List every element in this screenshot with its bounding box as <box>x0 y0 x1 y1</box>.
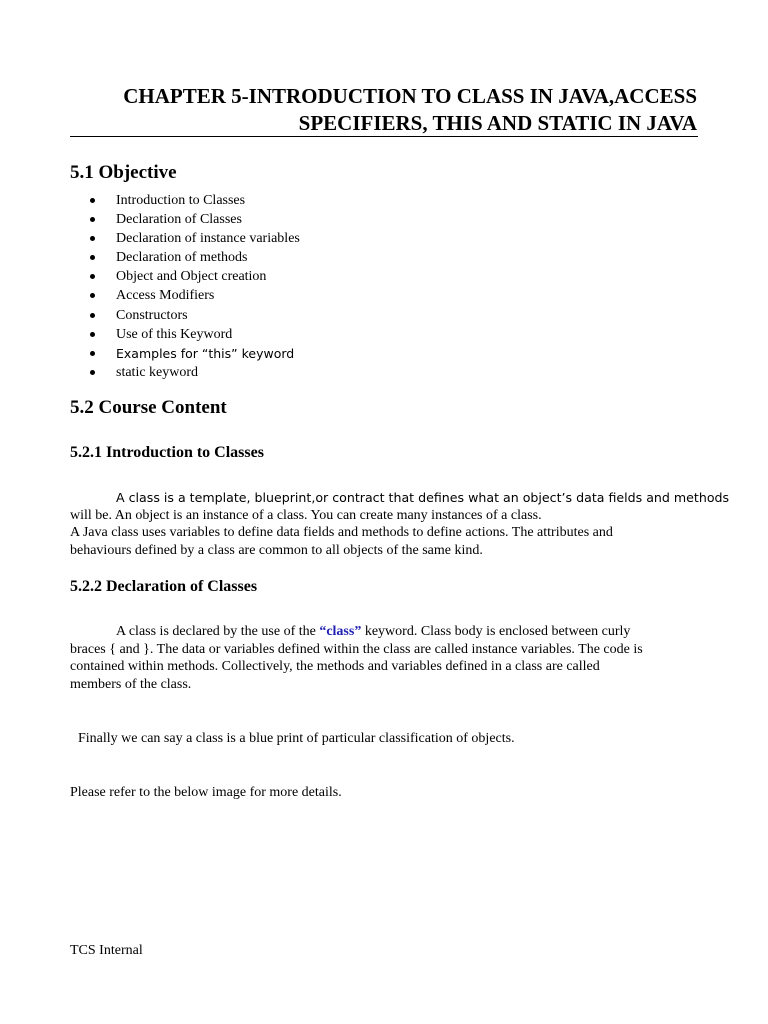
bullet-icon <box>90 293 95 298</box>
paragraph-line: members of the class. <box>70 676 192 692</box>
page-footer: TCS Internal <box>70 943 143 958</box>
bullet-icon <box>90 274 95 279</box>
bullet-icon <box>90 313 95 318</box>
subsection-heading-declaration: 5.2.2 Declaration of Classes <box>70 578 258 595</box>
section-heading-course-content: 5.2 Course Content <box>70 397 227 418</box>
list-item-text: Access Modifiers <box>116 288 215 304</box>
list-item-text: Declaration of Classes <box>116 212 242 228</box>
bullet-icon <box>90 332 95 337</box>
paragraph-line: Please refer to the below image for more details. <box>70 785 342 800</box>
paragraph-refer <box>70 784 700 802</box>
chapter-title-line-2: SPECIFIERS, THIS AND STATIC IN JAVA <box>298 111 697 135</box>
list-item-text: Object and Object creation <box>116 269 267 285</box>
paragraph-line <box>70 623 700 641</box>
list-item-text: static keyword <box>116 364 199 380</box>
paragraph-introduction <box>70 489 730 559</box>
bullet-icon <box>90 236 95 241</box>
paragraph-line: Finally we can say a class is a blue print of particular classification of objects. <box>78 731 515 746</box>
text-fragment: A class is declared by the use of the <box>116 624 320 639</box>
list-item <box>70 306 300 325</box>
paragraph-line: braces { and }. The data or variables defined within the class are called instance variables. The code is <box>70 641 643 657</box>
list-item <box>70 286 300 305</box>
list-item-text: Declaration of instance variables <box>116 231 300 247</box>
paragraph-line: A class is a template, blueprint,or contract that defines what an object’s data fields and methods <box>116 490 730 505</box>
list-item-text: Constructors <box>116 307 188 323</box>
chapter-title-line-1: CHAPTER 5-INTRODUCTION TO CLASS IN JAVA,ACCESS <box>123 84 697 108</box>
paragraph-declaration <box>70 623 700 693</box>
bullet-icon <box>90 217 95 222</box>
title-divider <box>70 136 698 137</box>
list-item <box>70 210 300 229</box>
list-item-text: Introduction to Classes <box>116 193 246 208</box>
list-item-text: Examples for “this” keyword <box>116 345 295 361</box>
bullet-icon <box>90 255 95 260</box>
paragraph-line: behaviours defined by a class are common to all objects of the same kind. <box>70 542 483 558</box>
chapter-title <box>70 83 697 137</box>
list-item <box>70 248 300 267</box>
list-item <box>70 325 300 344</box>
bullet-icon <box>90 370 95 375</box>
objective-list <box>70 191 300 382</box>
paragraph-line: A Java class uses variables to define data fields and methods to define actions. The attributes and <box>70 525 613 541</box>
section-heading-objective: 5.1 Objective <box>70 162 177 183</box>
list-item <box>70 191 300 210</box>
paragraph-summary <box>78 730 708 748</box>
list-item-text: Declaration of methods <box>116 250 248 266</box>
paragraph-line: will be. An object is an instance of a class. You can create many instances of a class. <box>70 507 542 523</box>
list-item <box>70 229 300 248</box>
text-fragment: keyword. Class body is enclosed between curly <box>361 624 631 639</box>
list-item <box>70 344 300 363</box>
list-item <box>70 363 300 382</box>
subsection-heading-introduction: 5.2.1 Introduction to Classes <box>70 444 264 461</box>
list-item-text: Use of this Keyword <box>116 326 233 342</box>
bullet-icon <box>90 351 95 356</box>
bullet-icon <box>90 198 95 203</box>
list-item <box>70 267 300 286</box>
paragraph-line: contained within methods. Collectively, the methods and variables defined in a class are called <box>70 659 600 675</box>
class-keyword: “class” <box>319 624 362 639</box>
